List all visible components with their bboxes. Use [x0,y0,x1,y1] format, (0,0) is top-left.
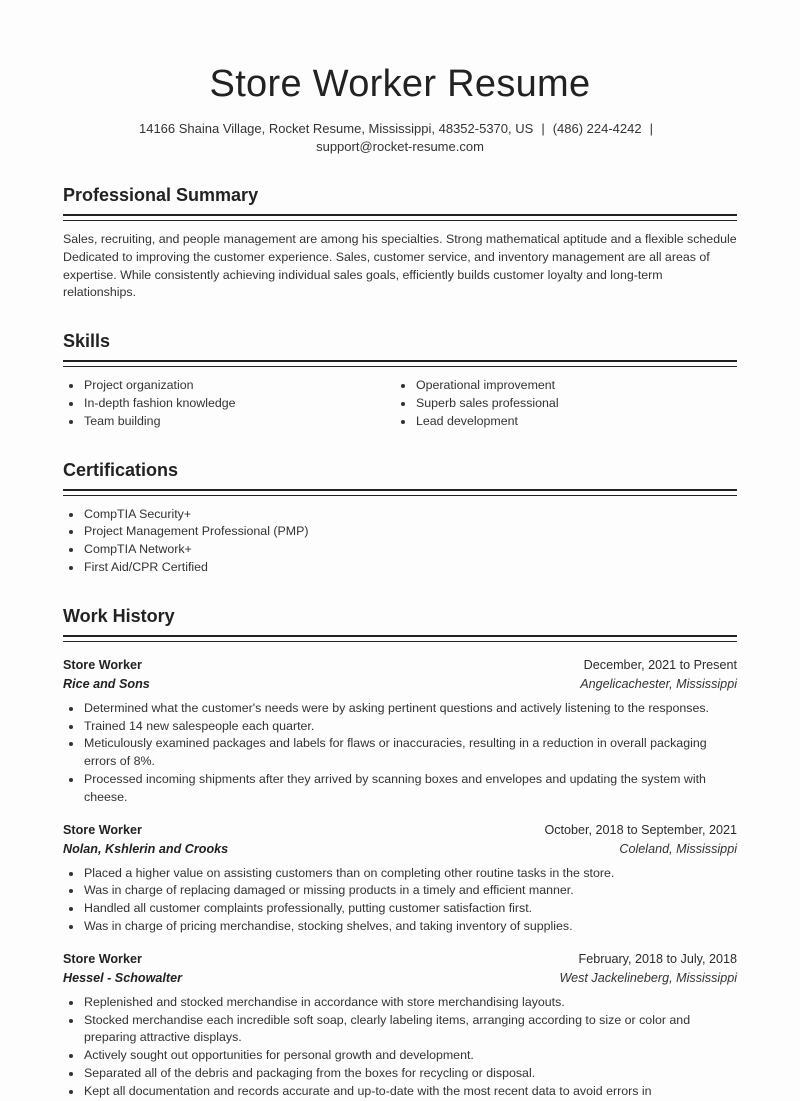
job-duty: Placed a higher value on assisting customers than on completing other routine tasks in the store. [63,865,737,883]
skill-item: Lead development [395,413,727,431]
job-duty: Meticulously examined packages and labels for flaws or inaccuracies, resulting in a reduction in overall packaging errors of 8%. [63,735,737,771]
section-heading-work-history: Work History [63,605,175,626]
section-heading-certifications: Certifications [63,459,179,480]
job-duty: Actively sought out opportunities for personal growth and development. [63,1047,737,1065]
job-duty: Was in charge of pricing merchandise, stocking shelves, and taking inventory of supplies. [63,918,737,936]
job-title: Store Worker [63,951,142,966]
job-duty: Was in charge of replacing damaged or missing products in a timely and efficient manner. [63,882,737,900]
resume-title: Store Worker Resume [209,63,591,105]
job-header-row [63,656,737,675]
certifications-list [63,506,737,577]
section-divider [63,489,737,496]
job-location: Coleland, Mississippi [619,841,737,856]
job-duty: Stocked merchandise each incredible soft soap, clearly labeling items, arranging according to size or color and preparing attractive displays. [63,1012,737,1048]
job-duty: Determined what the customer's needs were by asking pertinent questions and actively listening to the responses. [63,700,737,718]
job-duties-list [63,700,737,807]
section-divider [63,214,737,221]
skill-item: Team building [63,413,395,431]
certification-item: CompTIA Network+ [63,541,737,559]
summary-text: Sales, recruiting, and people management are among his specialties. Strong mathematical aptitude and a flexible schedule Dedicated to improving the customer experience. Sales, customer service, and inventory management are all areas of expertise. While consistently achieving individual sales goals, efficiently builds customer loyalty and long-term relationships. [63,232,737,300]
job-entry [63,656,737,807]
job-dates: October, 2018 to September, 2021 [544,822,737,837]
job-duties-list [63,865,737,936]
job-location: Angelicachester, Mississippi [580,676,737,691]
job-dates: December, 2021 to Present [583,657,737,672]
section-divider [63,635,737,642]
job-duty: Handled all customer complaints professionally, putting customer satisfaction first. [63,900,737,918]
job-title: Store Worker [63,822,142,837]
certification-item: CompTIA Security+ [63,506,737,524]
job-company-row [63,969,737,988]
job-company-row [63,675,737,694]
job-company: Nolan, Kshlerin and Crooks [63,841,229,856]
skill-item: Project organization [63,377,395,395]
skill-item: In-depth fashion knowledge [63,395,395,413]
certification-item: First Aid/CPR Certified [63,559,737,577]
job-duties-list [63,994,737,1101]
job-duty: Kept all documentation and records accurate and up-to-date with the most recent data to avoid errors in [63,1083,737,1101]
job-header-row [63,950,737,969]
certifications-section [63,459,737,577]
skills-list-right [395,377,727,430]
section-divider [63,360,737,367]
contact-separator: | [649,121,653,136]
job-entry [63,950,737,1101]
job-duty: Trained 14 new salespeople each quarter. [63,718,737,736]
job-company-row [63,840,737,859]
job-location: West Jackelineberg, Mississippi [559,970,737,985]
skill-item: Operational improvement [395,377,727,395]
certification-item: Project Management Professional (PMP) [63,523,737,541]
professional-summary-section [63,184,737,302]
job-dates: February, 2018 to July, 2018 [578,951,737,966]
contact-phone: (486) 224-4242 [552,121,642,136]
job-company: Hessel - Schowalter [63,970,182,985]
section-heading-skills: Skills [63,331,111,352]
job-company: Rice and Sons [63,676,150,691]
skill-item: Superb sales professional [395,395,727,413]
work-history-section [63,605,737,1101]
job-header-row [63,821,737,840]
job-duty: Processed incoming shipments after they arrived by scanning boxes and envelopes and updating the system with cheese. [63,771,737,807]
job-duty: Separated all of the debris and packaging from the boxes for recycling or disposal. [63,1065,737,1083]
contact-email[interactable]: support@rocket-resume.com [316,139,484,154]
skills-list-left [63,377,395,430]
skills-columns [63,377,737,430]
contact-separator: | [541,121,545,136]
contact-info [63,120,737,156]
contact-address: 14166 Shaina Village, Rocket Resume, Mississippi, 48352-5370, US [138,121,534,136]
job-entry [63,821,737,936]
job-title: Store Worker [63,657,142,672]
skills-section [63,330,737,430]
job-duty: Replenished and stocked merchandise in accordance with store merchandising layouts. [63,994,737,1012]
section-heading-summary: Professional Summary [63,185,259,205]
